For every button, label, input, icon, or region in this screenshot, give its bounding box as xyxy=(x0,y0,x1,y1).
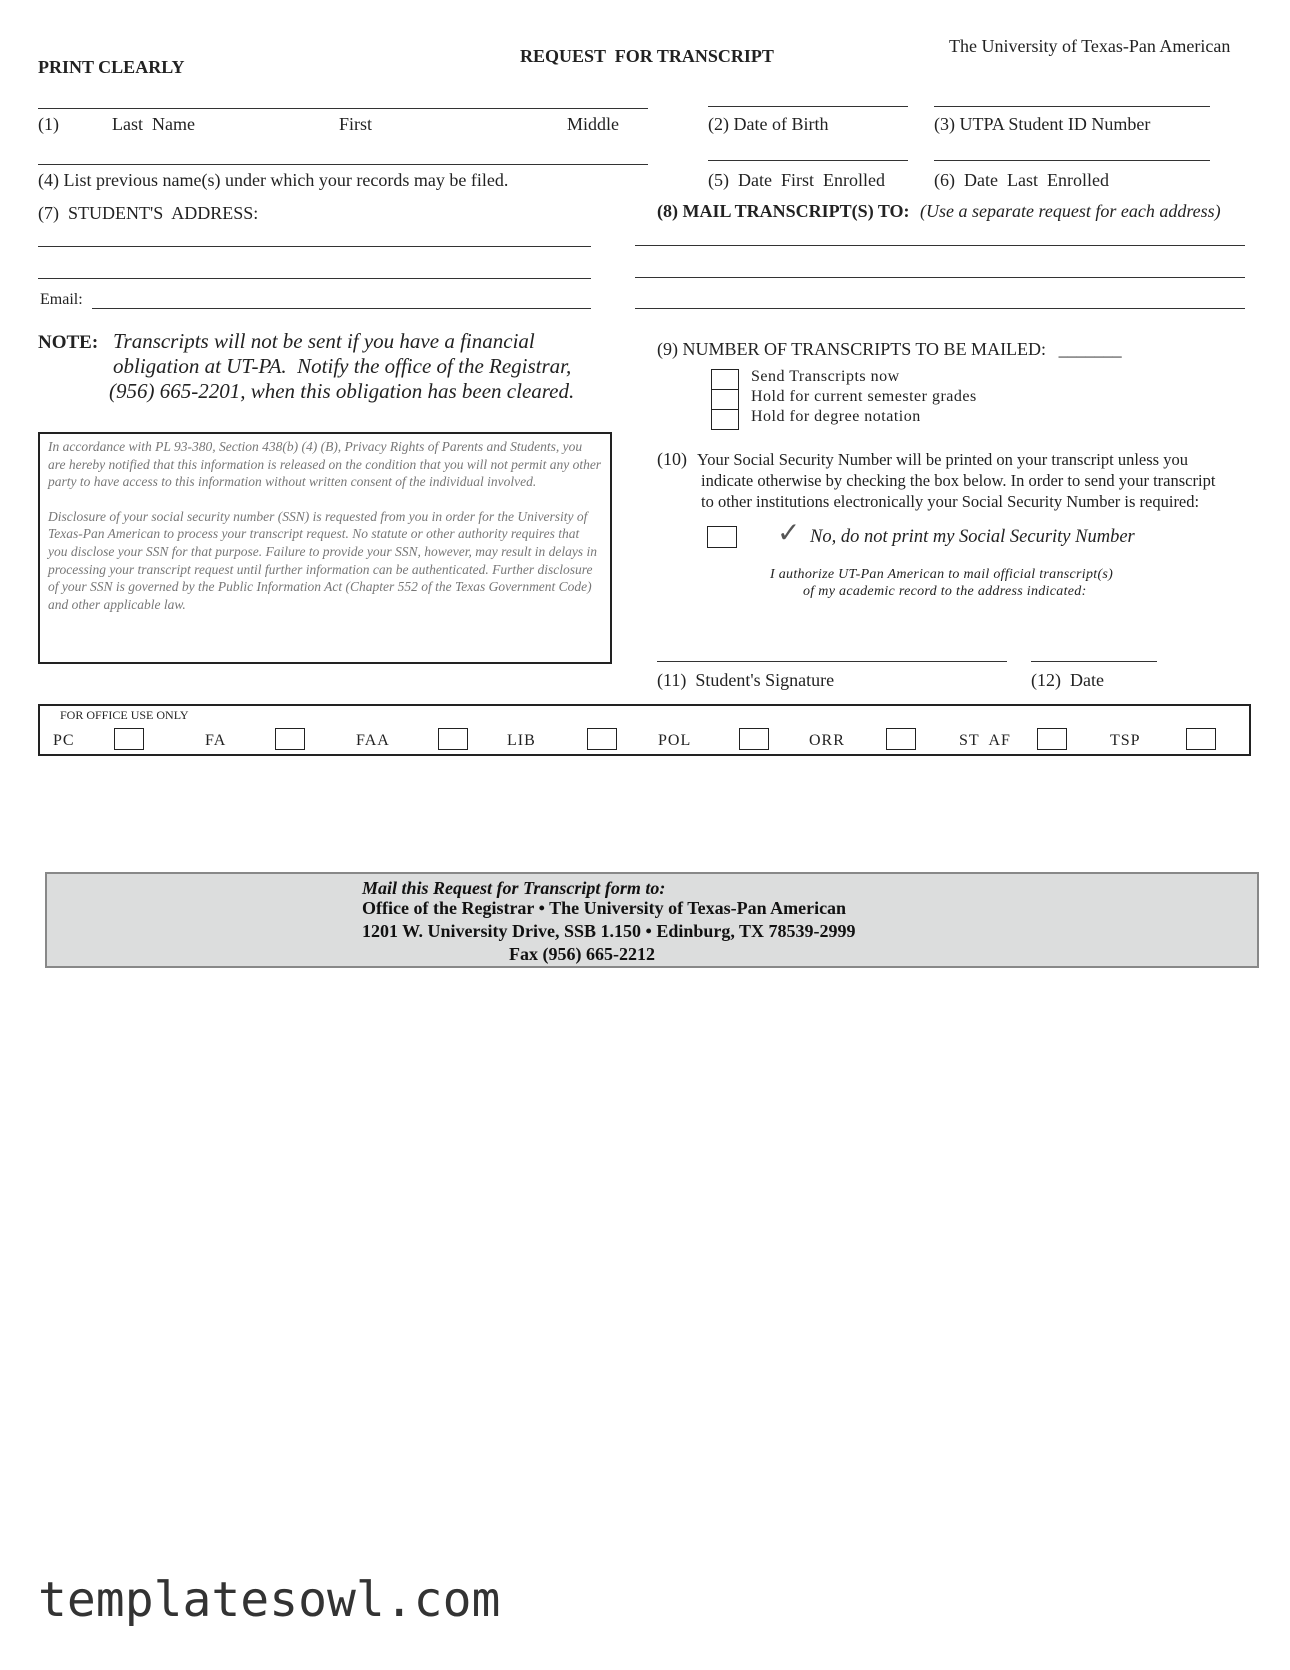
mail-to-line-3[interactable] xyxy=(635,308,1245,309)
hold-degree-checkbox[interactable] xyxy=(711,409,739,430)
email-line[interactable] xyxy=(92,308,591,309)
office-checkbox-orr[interactable] xyxy=(886,728,916,750)
ssn-number: (10) xyxy=(657,449,687,469)
no-ssn-label: No, do not print my Social Security Number xyxy=(810,527,1135,547)
note-line-1: Transcripts will not be sent if you have a financial xyxy=(113,329,535,353)
mail-to-note: (Use a separate request for each address) xyxy=(920,201,1221,221)
send-now-label: Send Transcripts now xyxy=(751,368,900,385)
office-label-pc: PC xyxy=(53,732,75,749)
office-label-orr: ORR xyxy=(809,732,845,749)
office-label-faa: FAA xyxy=(356,732,390,749)
mail-to-label xyxy=(657,201,1221,222)
first-enrolled-line[interactable] xyxy=(708,160,908,161)
office-label-st-af: ST AF xyxy=(959,732,1011,749)
privacy-paragraph-1: In accordance with PL 93-380, Section 438(b) (4) (B), Privacy Rights of Parents and Students, you are hereby notified that this information is released on the condition that you will not permit any other party to have access to this information without written consent of the individual involved. xyxy=(48,439,602,490)
email-label: Email: xyxy=(40,291,83,308)
mail-office: Office of the Registrar • The University of Texas-Pan American xyxy=(362,898,847,918)
address-line-1[interactable] xyxy=(38,246,591,247)
office-checkbox-st-af[interactable] xyxy=(1037,728,1067,750)
middle-name-label: Middle xyxy=(567,114,619,134)
checkmark-icon: ✓ xyxy=(777,518,801,549)
send-now-checkbox[interactable] xyxy=(711,369,739,390)
hold-semester-checkbox[interactable] xyxy=(711,389,739,410)
office-label-tsp: TSP xyxy=(1110,732,1141,749)
office-use-box xyxy=(38,704,1251,756)
student-address-label: (7) STUDENT'S ADDRESS: xyxy=(38,203,259,223)
mailing-address-box xyxy=(45,872,1259,968)
mail-to-line-1[interactable] xyxy=(635,245,1245,246)
ssn-text-line-2: indicate otherwise by checking the box below. In order to send your transcript xyxy=(701,471,1216,490)
office-checkbox-tsp[interactable] xyxy=(1186,728,1216,750)
mail-fax: Fax (956) 665-2212 xyxy=(509,944,655,964)
print-clearly: PRINT CLEARLY xyxy=(38,57,185,77)
ssn-text-line-1: Your Social Security Number will be printed on your transcript unless you xyxy=(697,450,1188,469)
field-number-1: (1) xyxy=(38,114,59,134)
dob-label: (2) Date of Birth xyxy=(708,114,829,134)
mail-to-line-2[interactable] xyxy=(635,277,1245,278)
dob-line[interactable] xyxy=(708,106,908,107)
form-title: REQUEST FOR TRANSCRIPT xyxy=(520,46,774,66)
date-label: (12) Date xyxy=(1031,670,1104,690)
transcripts-count-label xyxy=(657,339,1122,360)
previous-names-line[interactable] xyxy=(38,164,648,165)
note-line-3: (956) 665-2201, when this obligation has been cleared. xyxy=(109,379,575,403)
signature-line[interactable] xyxy=(657,661,1007,662)
previous-names-label: (4) List previous name(s) under which your records may be filed. xyxy=(38,170,509,190)
privacy-paragraph-2: Disclosure of your social security number (SSN) is requested from you in order for the University of Texas-Pan American to process your transcript request. No statute or other authority requires that you disclose your SSN for that purpose. Failure to provide your SSN, however, may result in delays in processing your transcript request until further information can be authenticated. Further disclosure of your SSN is governed by the Public Information Act (Chapter 552 of the Texas Government Code) and other applicable law. xyxy=(48,508,597,612)
office-checkbox-pc[interactable] xyxy=(114,728,144,750)
first-name-label: First xyxy=(339,114,373,134)
date-line[interactable] xyxy=(1031,661,1157,662)
last-name-label: Last Name xyxy=(112,114,195,134)
office-checkbox-fa[interactable] xyxy=(275,728,305,750)
office-use-title: FOR OFFICE USE ONLY xyxy=(60,708,189,722)
office-label-fa: FA xyxy=(205,732,227,749)
office-label-pol: POL xyxy=(658,732,692,749)
mail-instructions: Mail this Request for Transcript form to: xyxy=(362,878,666,898)
address-line-2[interactable] xyxy=(38,278,591,279)
mail-to-title: (8) MAIL TRANSCRIPT(S) TO: xyxy=(657,201,910,221)
university-name: The University of Texas-Pan American xyxy=(949,36,1231,56)
office-label-lib: LIB xyxy=(507,732,536,749)
hold-degree-label: Hold for degree notation xyxy=(751,408,921,425)
first-enrolled-label: (5) Date First Enrolled xyxy=(708,170,885,190)
no-ssn-checkbox[interactable] xyxy=(707,526,737,548)
note-line-2: obligation at UT-PA. Notify the office of the Registrar, xyxy=(113,354,572,378)
transcripts-count-text: (9) NUMBER OF TRANSCRIPTS TO BE MAILED: xyxy=(657,339,1047,359)
student-id-line[interactable] xyxy=(934,106,1210,107)
last-enrolled-label: (6) Date Last Enrolled xyxy=(934,170,1109,190)
mail-street: 1201 W. University Drive, SSB 1.150 • Edinburg, TX 78539-2999 xyxy=(362,921,856,941)
authorize-line-2: of my academic record to the address indicated: xyxy=(803,584,1087,599)
signature-label: (11) Student's Signature xyxy=(657,670,835,690)
office-checkbox-lib[interactable] xyxy=(587,728,617,750)
note-label: NOTE: xyxy=(38,332,99,353)
name-line[interactable] xyxy=(38,108,648,109)
student-id-label: (3) UTPA Student ID Number xyxy=(934,114,1151,134)
office-checkbox-faa[interactable] xyxy=(438,728,468,750)
last-enrolled-line[interactable] xyxy=(934,160,1210,161)
privacy-notice xyxy=(38,432,612,664)
authorize-line-1: I authorize UT-Pan American to mail official transcript(s) xyxy=(770,567,1114,582)
office-checkbox-pol[interactable] xyxy=(739,728,769,750)
watermark: templatesowl.com xyxy=(38,1572,501,1628)
hold-semester-label: Hold for current semester grades xyxy=(751,388,977,405)
ssn-text-line-3: to other institutions electronically your Social Security Number is required: xyxy=(701,492,1200,511)
transcripts-count-blank[interactable]: _______ xyxy=(1058,339,1122,359)
